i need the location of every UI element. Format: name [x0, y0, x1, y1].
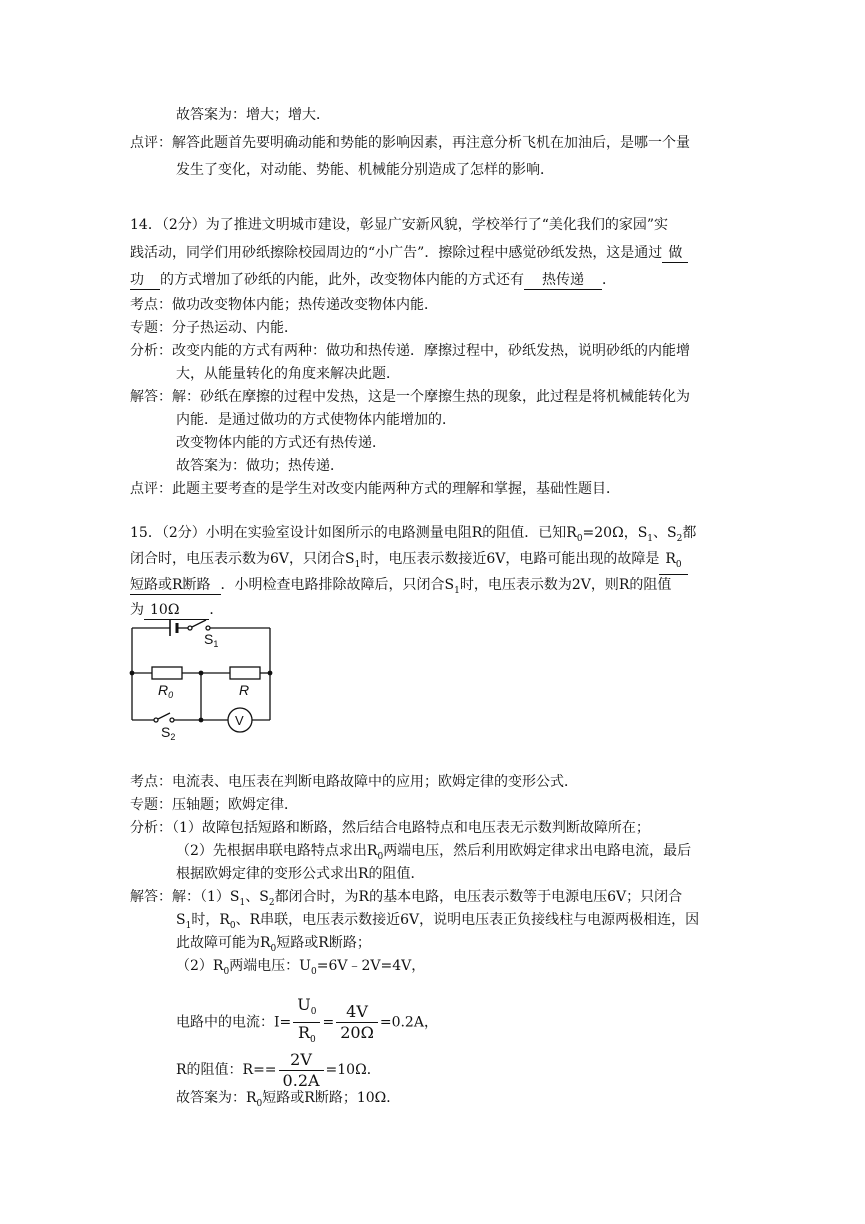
q15-stem-line-3: 短路或R断路 ．小明检查电路排除故障后，只闭合$S_1$时，电压表示数为2V，则R的阻值 [130, 577, 672, 596]
q14-blank-1b: 功 [130, 271, 160, 290]
q15-fenxi-line-1: 分析：（1）故障包括短路和断路，然后结合电路特点和电压表无示数判断故障所在； [130, 820, 650, 836]
prev-comment-line-2: 发生了变化，对动能、势能、机械能分别造成了怎样的影响． [176, 162, 554, 178]
q14-stem-line-2: 践活动，同学们用砂纸擦除校园周边的“小广告”．擦除过程中感觉砂纸发热，这是通过 做 [130, 243, 688, 263]
q15-fenxi-line-2: （2）先根据串联电路特点求出$R_0$两端电压，然后利用欧姆定律求出电路电流，最后 [176, 843, 692, 862]
fig-voltmeter-label: V [235, 713, 244, 728]
q14-dianping: 点评：此题主要考查的是学生对改变内能两种方式的理解和掌握，基础性题目． [130, 481, 620, 497]
fraction-4v-20ohm: $\frac{4V}{20\Omega}$ [336, 1002, 378, 1043]
fig-s1-label: $S_1$ [204, 631, 219, 649]
prev-answer: 故答案为：增大；增大． [176, 107, 330, 123]
q14-blank-1a: 做 [662, 244, 688, 263]
q15-kaodian: 考点：电流表、电压表在判断电路故障中的应用；欧姆定律的变形公式． [130, 774, 578, 790]
q15-stem-line-1: 15．（2分）小明在实验室设计如图所示的电路测量电阻R的阻值．已知$R_0=20\Omega$，$S_1$、$S_2$都 [130, 525, 697, 544]
fig-r0-label: $R_0$ [158, 682, 174, 700]
q15-fenxi-line-3: 根据欧姆定律的变形公式求出R的阻值． [176, 866, 425, 882]
q14-stem-line-3: 功 的方式增加了砂纸的内能，此外，改变物体内能的方式还有 热传递 ． [130, 272, 616, 288]
q15-blank-1b: 短路或R断路 [130, 576, 221, 595]
q15-stem-line-4: 为 10Ω ． [130, 602, 224, 618]
circuit-diagram [120, 618, 280, 742]
q14-kaodian: 考点：做功改变物体内能；热传递改变物体内能． [130, 297, 438, 313]
q15-jieda-line-3: 此故障可能为$R_0$短路或R断路； [176, 935, 371, 954]
q15-answer: 故答案为：$R_0$短路或R断路；10Ω． [176, 1090, 401, 1109]
q14-jieda-line-1: 解答：解：砂纸在摩擦的过程中发热，这是一个摩擦生热的现象，此过程是将机械能转化为 [130, 389, 690, 405]
q15-jieda-line-2: $S_1$时，$R_0$、R串联，电压表示数接近6V，说明电压表正负接线柱与电源两极相连，因 [176, 912, 700, 931]
q15-resistance-formula: R的阻值：R== $\frac{2V}{0.2A}$ =10Ω． [176, 1049, 381, 1090]
q15-current-formula: 电路中的电流：I= $\frac{U_0}{R_0}$ = $\frac{4V}{20\Omega}$ =0.2A， [176, 995, 438, 1050]
fraction-2v-0.2a: $\frac{2V}{0.2A}$ [279, 1050, 324, 1091]
q15-jieda-line-1: 解答：解：$(1)S_1$、$S_2$都闭合时，为R的基本电路，电压表示数等于电源电压6V；只闭合 [130, 889, 683, 908]
q14-zhuanti: 专题：分子热运动、内能． [130, 320, 298, 336]
q15-blank-2: 10Ω [144, 601, 209, 620]
fig-r-label: R [239, 682, 250, 698]
q14-stem-line-1: 14．（2分）为了推进文明城市建设，彰显广安新风貌，学校举行了“美化我们的家园”实 [130, 217, 669, 233]
q15-blank-1a: $R_0$ [659, 550, 687, 575]
q15-jieda-line-4: $(2)R_0$两端电压：$U_0=6V﹣2V=4V$， [176, 958, 426, 977]
q14-blank-2: 热传递 [524, 271, 602, 290]
q14-fenxi-line-2: 大，从能量转化的角度来解决此题． [176, 366, 400, 382]
q14-jieda-line-2: 内能．是通过做功的方式使物体内能增加的． [176, 412, 456, 428]
prev-comment-line-1: 点评：解答此题首先要明确动能和势能的影响因素，再注意分析飞机在加油后，是哪一个量 [130, 135, 690, 151]
q14-jieda-line-4: 故答案为：做功；热传递． [176, 458, 344, 474]
fraction-u0-r0: $\frac{U_0}{R_0}$ [293, 995, 320, 1050]
q15-zhuanti: 专题：压轴题；欧姆定律． [130, 797, 298, 813]
q15-stem-line-2: 闭合时，电压表示数为6V，只闭合$S_1$时，电压表示数接近6V，电路可能出现的故障是 $R_0$ [130, 549, 688, 575]
q14-jieda-line-3: 改变物体内能的方式还有热传递． [176, 435, 386, 451]
q14-fenxi-line-1: 分析：改变内能的方式有两种：做功和热传递．摩擦过程中，砂纸发热，说明砂纸的内能增 [130, 343, 690, 359]
fig-s2-label: $S_2$ [161, 724, 176, 742]
